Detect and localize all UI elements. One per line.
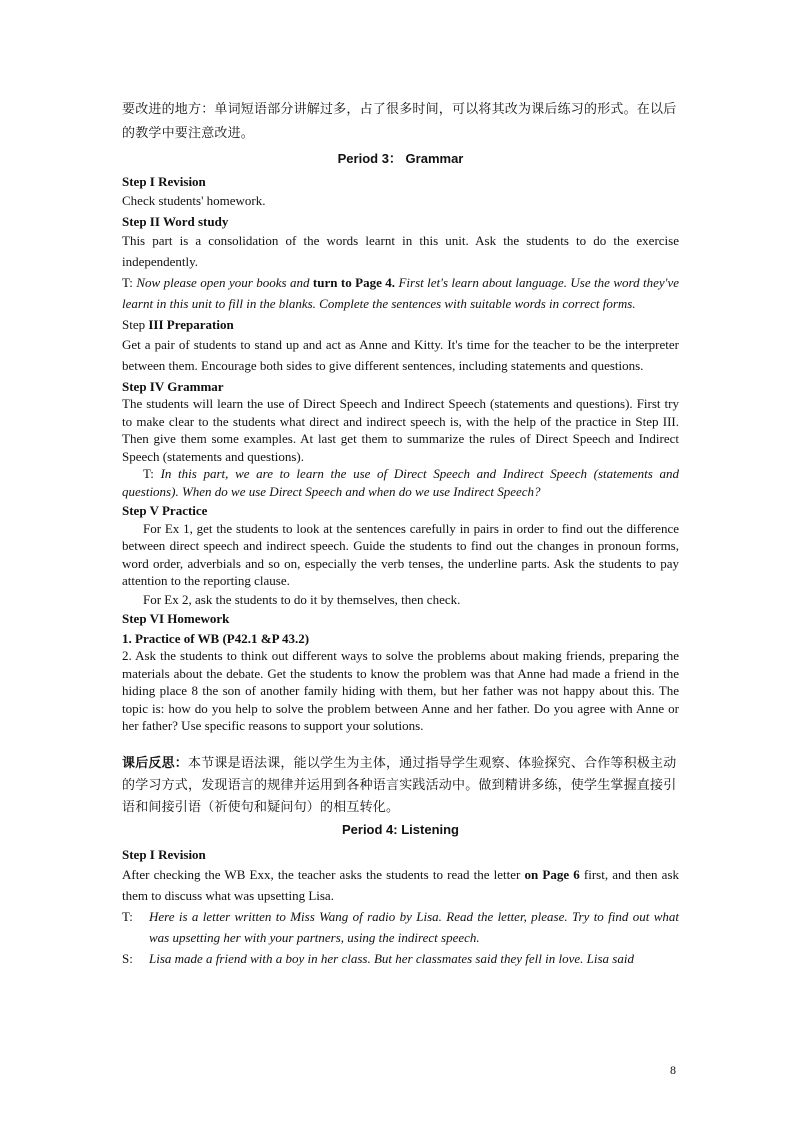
teacher-label: T: <box>143 466 161 481</box>
p3-step5-text2: For Ex 2, ask the students to do it by themselves, then check. <box>143 591 461 607</box>
p3-homework-item1: 1. Practice of WB (P42.1 &P 43.2) <box>122 630 310 646</box>
period3-title: Period 3： Grammar <box>337 151 464 166</box>
document-page <box>122 98 679 969</box>
teacher-label: T: <box>122 275 137 290</box>
reflection-paragraph: 课后反思：本节课是语法课，能以学生为主体，通过指导学生观察、体验探究、合作等积极主动的学习方式，发现语言的规律并运用到各种语言实践活动中。做到精讲多练，使学生掌握直接引语和间接引语（祈使句和疑问句）的相互转化。 <box>122 755 677 815</box>
p3-step5-title: Step V Practice <box>122 503 208 518</box>
page-reference: turn to Page 4. <box>312 275 396 290</box>
p3-step4-text: The students will learn the use of Direct Speech and Indirect Speech (statements and questions). First try to make clear to the students what direct and indirect speech is, with the help of the practice in Step III. Then give them some examples. At last get them to summarize the rules of Direct Speech and Indirect Speech (statements and questions). <box>122 396 679 464</box>
p3-step3-text: Get a pair of students to stand up and act as Anne and Kitty. It's time for the teacher to be the interpreter between them. Encourage both sides to give different sentences, including statements and questions. <box>122 336 679 373</box>
p3-step4-teacher-line: T: In this part, we are to learn the use of Direct Speech and Indirect Speech (statements and questions). When do we use Direct Speech and when do we use Indirect Speech? <box>122 466 679 499</box>
p3-step3-title: Step III Preparation <box>122 317 234 332</box>
p3-homework-item2: 2. Ask the students to think out different ways to solve the problems about making friends, preparing the materials about the debate. Get the students to know the problem was that Anne had made a friend in the hiding place 8 the son of another family hiding with them, but her father was not happy about this. The topic is: how do you help to solve the problem between Anne and her father. Do you agree with Anne or her father? Use specific reasons to support your solutions. <box>122 648 679 733</box>
p4-step1-title: Step I Revision <box>122 847 206 862</box>
p3-step6-title: Step VI Homework <box>122 611 230 626</box>
p3-step2-teacher-line: T: Now please open your books and turn to Page 4. First let's learn about language. Use the word they've learnt in this unit to fill in the blanks. Complete the sentences with suitable words in correct forms. <box>122 275 679 311</box>
p3-step2-title: Step II Word study <box>122 213 229 229</box>
p3-step1-title: Step I Revision <box>122 173 206 189</box>
page-reference: on Page 6 <box>524 866 580 882</box>
period4-title: Period 4: Listening <box>341 821 459 837</box>
p4-student-line: S: Lisa made a friend with a boy in her class. But her classmates said they fell in love. Lisa said <box>122 948 679 969</box>
teacher-label: T: <box>122 908 133 924</box>
p3-step1-text: Check students' homework. <box>122 193 266 208</box>
p3-step4-title: Step IV Grammar <box>122 378 224 394</box>
p4-teacher-line: T: Here is a letter written to Miss Wang of radio by Lisa. Read the letter, please. Try to find out what was upsetting her with your partners, using the indirect speech. <box>122 906 679 948</box>
p4-step1-text: After checking the WB Exx, the teacher asks the students to read the letter on Page 6 first, and then ask them to discuss what was upsetting Lisa. <box>122 866 679 903</box>
page-number: 8 <box>670 1063 676 1077</box>
p3-step5-text1: For Ex 1, get the students to look at the sentences carefully in pairs in order to find out the difference between direct speech and indirect speech. Guide the students to find out the changes in pronoun forms, word order, adverbials and so on, especially the verb tenses, the underline parts. Ask the students to pay attention to the reporting clause. <box>122 520 679 588</box>
student-label: S: <box>122 950 133 966</box>
intro-paragraph: 要改进的地方：单词短语部分讲解过多，占了很多时间，可以将其改为课后练习的形式。在以后的教学中要注意改进。 <box>122 102 677 141</box>
p3-step2-text: This part is a consolidation of the words learnt in this unit. Ask the students to do the exercise independently. <box>122 233 679 269</box>
reflection-label: 课后反思： <box>122 755 189 771</box>
